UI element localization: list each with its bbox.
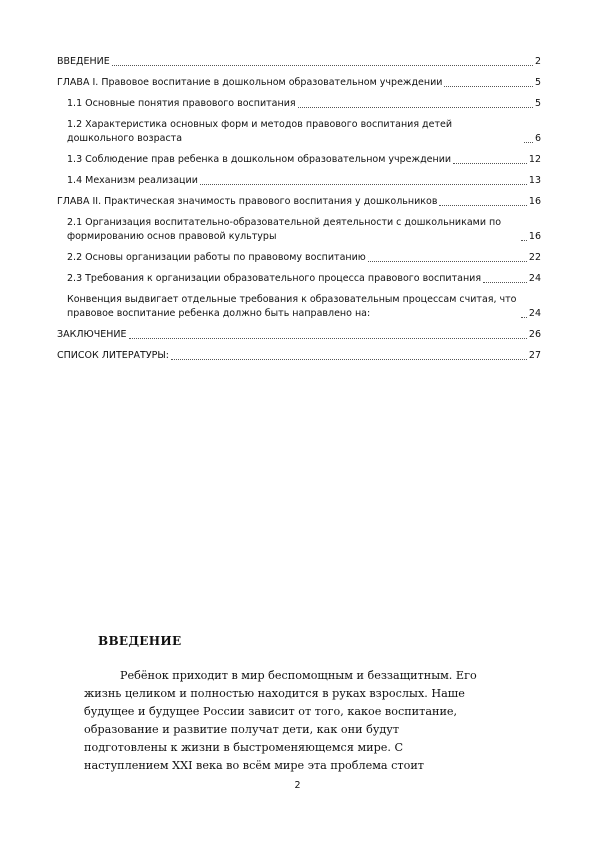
toc-leader-dots [200, 184, 527, 185]
toc-entry-page: 16 [528, 231, 541, 242]
toc-entry-1-3[interactable] [57, 153, 541, 167]
toc-entry-title: 1.4 Механизм реализации [67, 175, 198, 186]
toc-entry-1-2[interactable] [57, 118, 541, 146]
toc-entry-page: 6 [534, 133, 541, 144]
toc-entry-title: СПИСОК ЛИТЕРАТУРЫ: [57, 350, 169, 361]
toc-entry-convention[interactable] [57, 293, 541, 321]
table-of-contents [57, 55, 541, 370]
toc-entry-title: 2.2 Основы организации работы по правовому воспитанию [67, 252, 366, 263]
toc-leader-dots [444, 86, 533, 87]
toc-entry-title: ГЛАВА I. Правовое воспитание в дошкольном образовательном учреждении [57, 77, 443, 88]
toc-entry-2-3[interactable] [57, 272, 541, 286]
toc-entry-title: 1.2 Характеристика основных форм и методов правового воспитания детей дошкольного возраста [67, 119, 453, 144]
toc-entry-title: 2.3 Требования к организации образовательного процесса правового воспитания [67, 273, 482, 284]
toc-leader-dots [171, 359, 527, 360]
toc-entry-page: 5 [534, 77, 541, 88]
toc-entry-references[interactable] [57, 349, 541, 363]
paragraph-line: наступлением XXI века во всём мире эта проблема стоит [84, 759, 424, 772]
paragraph-line: Ребёнок приходит в мир беспомощным и беззащитным. Его [120, 669, 477, 682]
toc-leader-dots [439, 205, 526, 206]
toc-entry-title: 2.1 Организация воспитательно-образовательной деятельности с дошкольниками по формированию основ правовой культуры [67, 217, 502, 242]
introduction-heading: ВВЕДЕНИЕ [98, 634, 182, 648]
toc-entry-title: ВВЕДЕНИЕ [57, 56, 110, 67]
toc-entry-2-1[interactable] [57, 216, 541, 244]
toc-leader-dots [112, 65, 533, 66]
toc-entry-1-4[interactable] [57, 174, 541, 188]
toc-entry-page: 22 [528, 252, 541, 263]
toc-entry-title: 1.1 Основные понятия правового воспитания [67, 98, 296, 109]
toc-entry-title: ГЛАВА II. Практическая значимость правового воспитания у дошкольников [57, 196, 438, 207]
toc-entry-page: 26 [528, 329, 541, 340]
toc-leader-dots [521, 240, 527, 241]
toc-leader-dots [483, 282, 527, 283]
toc-entry-page: 2 [534, 56, 541, 67]
toc-entry-2-2[interactable] [57, 251, 541, 265]
toc-entry-page: 12 [528, 154, 541, 165]
toc-entry-title: 1.3 Соблюдение прав ребенка в дошкольном образовательном учреждении [67, 154, 452, 165]
toc-entry-title: Конвенция выдвигает отдельные требования к образовательным процессам считая, что правовое воспитание ребенка должно быть направлено на: [67, 294, 517, 319]
paragraph-line: подготовлены к жизни в быстроменяющемся мире. С [84, 741, 404, 754]
introduction-paragraph [84, 667, 536, 775]
toc-entry-introduction[interactable] [57, 55, 541, 69]
toc-entry-chapter-2[interactable] [57, 195, 541, 209]
paragraph-line: образование и развитие получат дети, как они будут [84, 723, 400, 736]
toc-entry-page: 24 [528, 273, 541, 284]
toc-entry-page: 27 [528, 350, 541, 361]
toc-leader-dots [521, 317, 527, 318]
toc-entry-page: 24 [528, 308, 541, 319]
toc-entry-1-1[interactable] [57, 97, 541, 111]
toc-entry-conclusion[interactable] [57, 328, 541, 342]
toc-leader-dots [298, 107, 533, 108]
toc-entry-chapter-1[interactable] [57, 76, 541, 90]
toc-leader-dots [524, 142, 533, 143]
toc-entry-page: 16 [528, 196, 541, 207]
toc-entry-page: 13 [528, 175, 541, 186]
toc-leader-dots [453, 163, 527, 164]
page-number: 2 [294, 780, 301, 791]
toc-leader-dots [129, 338, 527, 339]
paragraph-line: жизнь целиком и полностью находится в руках взрослых. Наше [84, 687, 465, 700]
toc-entry-page: 5 [534, 98, 541, 109]
toc-entry-title: ЗАКЛЮЧЕНИЕ [57, 329, 127, 340]
paragraph-line: будущее и будущее России зависит от того, какое воспитание, [84, 705, 458, 718]
toc-leader-dots [368, 261, 527, 262]
